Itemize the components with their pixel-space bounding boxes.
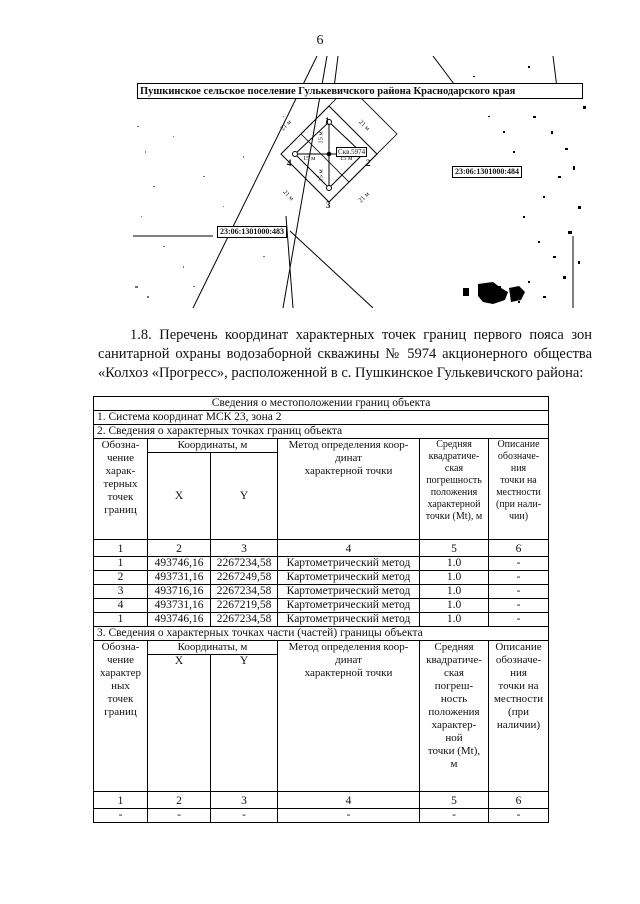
header-error: Средняя квадратиче- ская погрешность положения характерной точки (Mt), м — [420, 439, 489, 540]
header-designation: Обозна- чение харак- терных точек границ — [94, 439, 148, 540]
dim-label-zone-sw: 21 м — [281, 188, 295, 203]
header-y: Y — [211, 655, 278, 792]
map-title: Пушкинское сельское поселение Гулькевичского района Краснодарского края — [137, 83, 583, 99]
header-method: Метод определения коор- динат характерной точки — [278, 439, 420, 540]
dim-label-top: 15 м — [317, 131, 325, 144]
cell-empty: - — [278, 809, 420, 823]
cell-y: 2267234,58 — [211, 557, 278, 571]
dim-label-right: 15 м — [340, 155, 353, 162]
cell-x: 493716,16 — [148, 585, 211, 599]
cell-error: 1.0 — [420, 585, 489, 599]
col-number: 3 — [211, 792, 278, 809]
col-number: 2 — [148, 792, 211, 809]
point-label-2: 2 — [366, 158, 371, 168]
cell-desc: - — [489, 571, 549, 585]
col-number: 4 — [278, 792, 420, 809]
cell-error: 1.0 — [420, 571, 489, 585]
cell-method: Картометрический метод — [278, 571, 420, 585]
cell-x: 493746,16 — [148, 613, 211, 627]
table-row — [94, 599, 549, 613]
col-number: 3 — [211, 540, 278, 557]
cell-empty: - — [148, 809, 211, 823]
dim-label-zone-se: 21 м — [357, 190, 371, 205]
cell-y: 2267249,58 — [211, 571, 278, 585]
table-row — [94, 571, 549, 585]
point-label-4: 4 — [287, 158, 292, 168]
cell-empty: - — [94, 809, 148, 823]
column-number-row — [94, 540, 549, 557]
table-title: Сведения о местоположении границ объекта — [94, 397, 549, 411]
paragraph-text: 1.8. Перечень координат характерных точек границ первого пояса зон санитарной охраны водозаборной скважины № 5974 акционерного общества «Колхоз «Прогресс», расположенной в с. Пушкинское Гулькевичского района: — [98, 327, 592, 381]
cell-method: Картометрический метод — [278, 599, 420, 613]
col-number: 5 — [420, 540, 489, 557]
section-row — [94, 411, 549, 425]
cell-point: 1 — [94, 557, 148, 571]
section-row — [94, 627, 549, 641]
parcel-label-483: 23:06:1301000:483 — [217, 226, 287, 238]
header-description: Описание обозначе- ния точки на местности (при нали- чии) — [489, 439, 549, 540]
cell-error: 1.0 — [420, 599, 489, 613]
table-row — [94, 613, 549, 627]
column-number-row — [94, 792, 549, 809]
point-label-1: 1 — [325, 116, 330, 126]
header-error: Средняя квадратиче- ская погреш- ность положения характер- ной точки (Mt), м — [420, 641, 489, 792]
dim-label-left: 15 м — [303, 155, 316, 162]
cell-empty: - — [211, 809, 278, 823]
cell-desc: - — [489, 613, 549, 627]
cell-point: 1 — [94, 613, 148, 627]
table-row — [94, 557, 549, 571]
cell-x: 493731,16 — [148, 599, 211, 613]
cell-y: 2267219,58 — [211, 599, 278, 613]
cell-desc: - — [489, 557, 549, 571]
col-number: 2 — [148, 540, 211, 557]
col-number: 5 — [420, 792, 489, 809]
col-number: 4 — [278, 540, 420, 557]
header-coordinates: Координаты, м — [148, 641, 278, 655]
cell-point: 2 — [94, 571, 148, 585]
header-description: Описание обозначе- ния точки на местности (при наличии) — [489, 641, 549, 792]
cell-empty: - — [420, 809, 489, 823]
well-label: Скв.5974 — [338, 148, 366, 156]
col-number: 1 — [94, 540, 148, 557]
cell-method: Картометрический метод — [278, 585, 420, 599]
cell-empty: - — [489, 809, 549, 823]
section-row — [94, 425, 549, 439]
header-x: X — [148, 655, 211, 792]
header-method: Метод определения коор- динат характерной точки — [278, 641, 420, 792]
parcel-label-484: 23:06:1301000:484 — [452, 166, 522, 178]
header-row — [94, 641, 549, 655]
table-title-row — [94, 397, 549, 411]
boundary-points-table — [93, 396, 549, 823]
section-paragraph — [98, 326, 592, 383]
section-boundary-points: 2. Сведения о характерных точках границ объекта — [94, 425, 549, 439]
cell-desc: - — [489, 585, 549, 599]
cell-desc: - — [489, 599, 549, 613]
cell-error: 1.0 — [420, 557, 489, 571]
cell-method: Картометрический метод — [278, 613, 420, 627]
table-row — [94, 809, 549, 823]
dim-label-bottom: 15 м — [317, 169, 325, 182]
point-label-3: 3 — [326, 200, 331, 210]
cell-x: 493746,16 — [148, 557, 211, 571]
cell-y: 2267234,58 — [211, 585, 278, 599]
col-number: 6 — [489, 540, 549, 557]
cell-y: 2267234,58 — [211, 613, 278, 627]
section-coordinate-system: 1. Система координат МСК 23, зона 2 — [94, 411, 549, 425]
header-y: Y — [211, 453, 278, 540]
header-coordinates: Координаты, м — [148, 439, 278, 453]
header-row — [94, 439, 549, 453]
table-row — [94, 585, 549, 599]
cell-method: Картометрический метод — [278, 557, 420, 571]
header-designation: Обозна- чение характер ных точек границ — [94, 641, 148, 792]
cell-error: 1.0 — [420, 613, 489, 627]
col-number: 1 — [94, 792, 148, 809]
section-partial-boundary: 3. Сведения о характерных точках части (частей) границы объекта — [94, 627, 549, 641]
cell-x: 493731,16 — [148, 571, 211, 585]
page-number: 6 — [316, 33, 324, 48]
header-x: X — [148, 453, 211, 540]
cell-point: 4 — [94, 599, 148, 613]
dim-label-zone-ne: 21 м — [357, 118, 371, 133]
cell-point: 3 — [94, 585, 148, 599]
col-number: 6 — [489, 792, 549, 809]
dim-label-zone-nw: 21 м — [279, 118, 293, 133]
